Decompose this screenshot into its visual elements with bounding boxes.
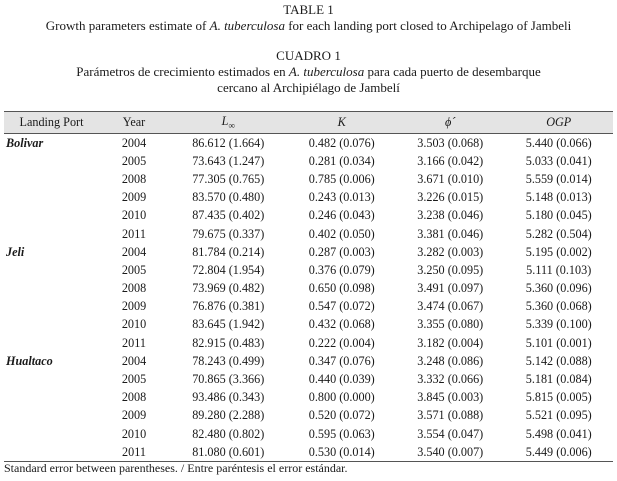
cell-phi: 3.503 (0.068)	[417, 135, 484, 150]
table-row	[4, 352, 613, 370]
cell-landing-port	[4, 152, 99, 170]
cell-phi: 3.226 (0.015)	[417, 190, 484, 205]
cell-landing-port	[4, 207, 99, 225]
cell-year: 2004	[121, 244, 147, 259]
cell-linf: 83.570 (0.480)	[192, 190, 265, 205]
cell-ogp: 5.339 (0.100)	[525, 317, 592, 332]
cell-phi: 3.355 (0.080)	[417, 317, 484, 332]
cell-landing-port	[4, 280, 99, 298]
cell-landing-port	[4, 298, 99, 316]
table-row	[4, 261, 613, 279]
cuadro-label: CUADRO 1	[276, 48, 341, 63]
cell-ogp: 5.142 (0.088)	[525, 353, 592, 368]
header-ogp: OGP	[504, 112, 613, 134]
cell-ogp: 5.111 (0.103)	[526, 262, 592, 277]
cell-landing-port	[4, 443, 99, 462]
cell-ogp: 5.282 (0.504)	[525, 226, 592, 241]
cell-year: 2008	[121, 171, 147, 186]
cell-k: 0.785 (0.006)	[308, 171, 375, 186]
cell-linf: 87.435 (0.402)	[192, 208, 265, 223]
header-k: K	[288, 112, 396, 134]
cell-phi: 3.571 (0.088)	[417, 408, 484, 423]
cell-landing-port: Hualtaco	[6, 353, 53, 368]
cell-ogp: 5.498 (0.041)	[525, 426, 592, 441]
cell-landing-port	[4, 189, 99, 207]
cell-k: 0.432 (0.068)	[308, 317, 375, 332]
cell-phi: 3.671 (0.010)	[417, 171, 484, 186]
cell-ogp: 5.440 (0.066)	[525, 135, 592, 150]
cell-year: 2008	[121, 390, 147, 405]
caption-english	[0, 2, 617, 34]
cell-phi: 3.845 (0.003)	[417, 390, 484, 405]
cell-phi: 3.182 (0.004)	[417, 335, 484, 350]
table-row	[4, 207, 613, 225]
cell-landing-port	[4, 389, 99, 407]
table-row	[4, 152, 613, 170]
cell-ogp: 5.033 (0.041)	[525, 153, 592, 168]
table-footnote: Standard error between parentheses. / Entre paréntesis el error estándar.	[4, 461, 348, 475]
table-row	[4, 425, 613, 443]
cell-linf: 79.675 (0.337)	[192, 226, 265, 241]
cell-k: 0.530 (0.014)	[288, 443, 396, 462]
cell-phi: 3.250 (0.095)	[417, 262, 484, 277]
table-row	[4, 407, 613, 425]
cuadro-title-line2: cercano al Archipiélago de Jambelí	[217, 80, 400, 95]
cell-phi: 3.474 (0.067)	[417, 299, 484, 314]
cell-ogp: 5.559 (0.014)	[525, 171, 592, 186]
table-row	[4, 298, 613, 316]
cell-k: 0.402 (0.050)	[308, 226, 375, 241]
cell-landing-port	[4, 225, 99, 243]
table-row	[4, 225, 613, 243]
caption-spanish	[0, 48, 617, 96]
cell-phi: 3.248 (0.086)	[417, 353, 484, 368]
header-phi: ϕ´	[396, 112, 504, 134]
table-row	[4, 134, 613, 153]
cell-linf: 81.080 (0.601)	[169, 443, 288, 462]
cell-year: 2011	[122, 226, 146, 241]
cell-k: 0.440 (0.039)	[308, 372, 375, 387]
cell-year: 2010	[121, 208, 147, 223]
cell-ogp: 5.180 (0.045)	[525, 208, 592, 223]
cell-k: 0.547 (0.072)	[308, 299, 375, 314]
header-landing-port: Landing Port	[4, 112, 99, 134]
table-row	[4, 334, 613, 352]
cell-linf: 82.915 (0.483)	[192, 335, 265, 350]
cell-linf: 70.865 (3.366)	[192, 372, 265, 387]
cell-year: 2009	[121, 190, 147, 205]
cell-year: 2011	[122, 335, 146, 350]
table-row	[4, 189, 613, 207]
cell-year: 2005	[121, 262, 147, 277]
cell-ogp: 5.521 (0.095)	[525, 408, 592, 423]
cell-linf: 78.243 (0.499)	[192, 353, 265, 368]
cell-year: 2009	[121, 408, 147, 423]
cell-phi: 3.238 (0.046)	[417, 208, 484, 223]
cell-phi: 3.282 (0.003)	[417, 244, 484, 259]
cell-ogp: 5.195 (0.002)	[525, 244, 592, 259]
cell-year: 2004	[121, 135, 147, 150]
table-row	[4, 243, 613, 261]
table-title: Growth parameters estimate of A. tuberculosa for each landing port closed to Archipelago of Jambeli	[45, 18, 572, 33]
cell-year: 2010	[121, 426, 147, 441]
cell-linf: 83.645 (1.942)	[192, 317, 265, 332]
table-row	[4, 443, 613, 462]
cell-linf: 93.486 (0.343)	[192, 390, 265, 405]
cell-k: 0.243 (0.013)	[308, 190, 375, 205]
table-row	[4, 370, 613, 388]
cell-landing-port	[4, 425, 99, 443]
cell-k: 0.287 (0.003)	[308, 244, 375, 259]
cell-ogp: 5.815 (0.005)	[525, 390, 592, 405]
cell-linf: 72.804 (1.954)	[192, 262, 265, 277]
table-label: TABLE 1	[283, 2, 334, 17]
cell-ogp: 5.360 (0.068)	[525, 299, 592, 314]
table-row	[4, 316, 613, 334]
cell-ogp: 5.360 (0.096)	[525, 281, 592, 296]
cell-linf: 89.280 (2.288)	[192, 408, 265, 423]
cell-linf: 86.612 (1.664)	[192, 135, 265, 150]
cell-year: 2004	[121, 353, 147, 368]
cell-k: 0.376 (0.079)	[308, 262, 375, 277]
cell-year: 2005	[121, 372, 147, 387]
table-header-row	[4, 112, 613, 134]
header-linf: $L_\infty$	[169, 112, 288, 134]
table-row	[4, 280, 613, 298]
cell-year: 2010	[121, 317, 147, 332]
table-row	[4, 170, 613, 188]
cell-phi: 3.381 (0.046)	[417, 226, 484, 241]
cell-phi: 3.491 (0.097)	[417, 281, 484, 296]
cell-ogp: 5.449 (0.006)	[504, 443, 613, 462]
cell-ogp: 5.148 (0.013)	[525, 190, 592, 205]
cell-phi: 3.554 (0.047)	[417, 426, 484, 441]
growth-parameters-table	[4, 111, 613, 462]
cell-landing-port	[4, 407, 99, 425]
cell-year: 2009	[121, 299, 147, 314]
cell-year: 2011	[99, 443, 169, 462]
cell-k: 0.482 (0.076)	[308, 135, 375, 150]
cell-k: 0.650 (0.098)	[308, 281, 375, 296]
cell-landing-port: Jeli	[6, 244, 25, 259]
cell-landing-port	[4, 370, 99, 388]
cell-k: 0.281 (0.034)	[308, 153, 375, 168]
cell-linf: 81.784 (0.214)	[192, 244, 265, 259]
cell-ogp: 5.181 (0.084)	[525, 372, 592, 387]
cell-landing-port: Bolivar	[6, 135, 44, 150]
cell-phi: 3.540 (0.007)	[396, 443, 504, 462]
cell-landing-port	[4, 170, 99, 188]
cell-k: 0.246 (0.043)	[308, 208, 375, 223]
cell-k: 0.222 (0.004)	[308, 335, 375, 350]
cell-phi: 3.332 (0.066)	[417, 372, 484, 387]
cell-landing-port	[4, 261, 99, 279]
cell-phi: 3.166 (0.042)	[417, 153, 484, 168]
cell-k: 0.595 (0.063)	[308, 426, 375, 441]
cell-k: 0.800 (0.000)	[308, 390, 375, 405]
cell-linf: 82.480 (0.802)	[192, 426, 265, 441]
cell-ogp: 5.101 (0.001)	[525, 335, 592, 350]
cell-linf: 77.305 (0.765)	[192, 171, 265, 186]
cell-k: 0.347 (0.076)	[308, 353, 375, 368]
cuadro-title: Parámetros de crecimiento estimados en A. tuberculosa para cada puerto de desembarque	[76, 64, 541, 79]
cell-k: 0.520 (0.072)	[308, 408, 375, 423]
cell-linf: 76.876 (0.381)	[192, 299, 265, 314]
cell-linf: 73.643 (1.247)	[192, 153, 265, 168]
cell-landing-port	[4, 316, 99, 334]
cell-linf: 73.969 (0.482)	[192, 281, 265, 296]
table-row	[4, 389, 613, 407]
header-year: Year	[99, 112, 169, 134]
cell-year: 2005	[121, 153, 147, 168]
cell-landing-port	[4, 334, 99, 352]
cell-year: 2008	[121, 281, 147, 296]
